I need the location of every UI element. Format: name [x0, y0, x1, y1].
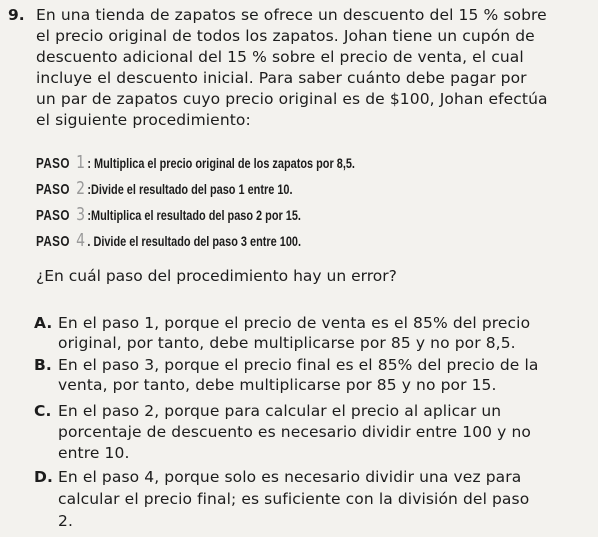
- intro-line: incluye el descuento inicial. Para saber cuánto debe pagar por: [36, 69, 527, 87]
- step-keyword: PASO: [36, 155, 70, 172]
- option-letter: B.: [34, 356, 52, 374]
- step-number: 1: [76, 152, 86, 173]
- option-letter: D.: [34, 468, 53, 486]
- question-prompt: ¿En cuál paso del procedimiento hay un error?: [36, 267, 397, 285]
- option-line: En el paso 1, porque el precio de venta es el 85% del precio: [58, 314, 531, 332]
- option-line: 2.: [58, 512, 73, 530]
- step-keyword: PASO: [36, 207, 70, 224]
- step-item: [36, 178, 292, 199]
- intro-line: el precio original de todos los zapatos. Johan tiene un cupón de: [36, 27, 535, 45]
- option-line: venta, por tanto, debe multiplicarse por 85 y no por 15.: [58, 376, 497, 394]
- step-keyword: PASO: [36, 233, 70, 250]
- option-line: calcular el precio final; es suficiente con la división del paso: [58, 490, 530, 508]
- step-item: [36, 230, 301, 251]
- step-item: [36, 152, 355, 173]
- option-letter: A.: [34, 314, 53, 332]
- step-item: [36, 204, 301, 225]
- step-keyword: PASO: [36, 181, 70, 198]
- step-number: 2: [76, 178, 86, 199]
- step-number: 4: [76, 230, 86, 251]
- option-line: En el paso 3, porque el precio final es el 85% del precio de la: [58, 356, 539, 374]
- step-text: :Divide el resultado del paso 1 entre 10.: [87, 181, 293, 197]
- intro-line: un par de zapatos cuyo precio original es de $100, Johan efectúa: [36, 90, 548, 108]
- intro-line: descuento adicional del 15 % sobre el precio de venta, el cual: [36, 48, 524, 66]
- option-line: En el paso 2, porque para calcular el precio al aplicar un: [58, 402, 502, 420]
- option-line: entre 10.: [58, 444, 130, 462]
- option-line: porcentaje de descuento es necesario dividir entre 100 y no: [58, 423, 531, 441]
- step-text: : Multiplica el precio original de los zapatos por 8,5.: [87, 155, 355, 171]
- option-line: original, por tanto, debe multiplicarse por 85 y no por 8,5.: [58, 334, 516, 352]
- question-number: 9.: [8, 6, 25, 24]
- option-letter: C.: [34, 402, 52, 420]
- option-line: En el paso 4, porque solo es necesario dividir una vez para: [58, 468, 522, 486]
- intro-line: En una tienda de zapatos se ofrece un descuento del 15 % sobre: [36, 6, 547, 24]
- step-text: :Multiplica el resultado del paso 2 por 15.: [87, 207, 301, 223]
- step-text: . Divide el resultado del paso 3 entre 100.: [87, 233, 302, 249]
- intro-line: el siguiente procedimiento:: [36, 111, 251, 129]
- step-number: 3: [76, 204, 86, 225]
